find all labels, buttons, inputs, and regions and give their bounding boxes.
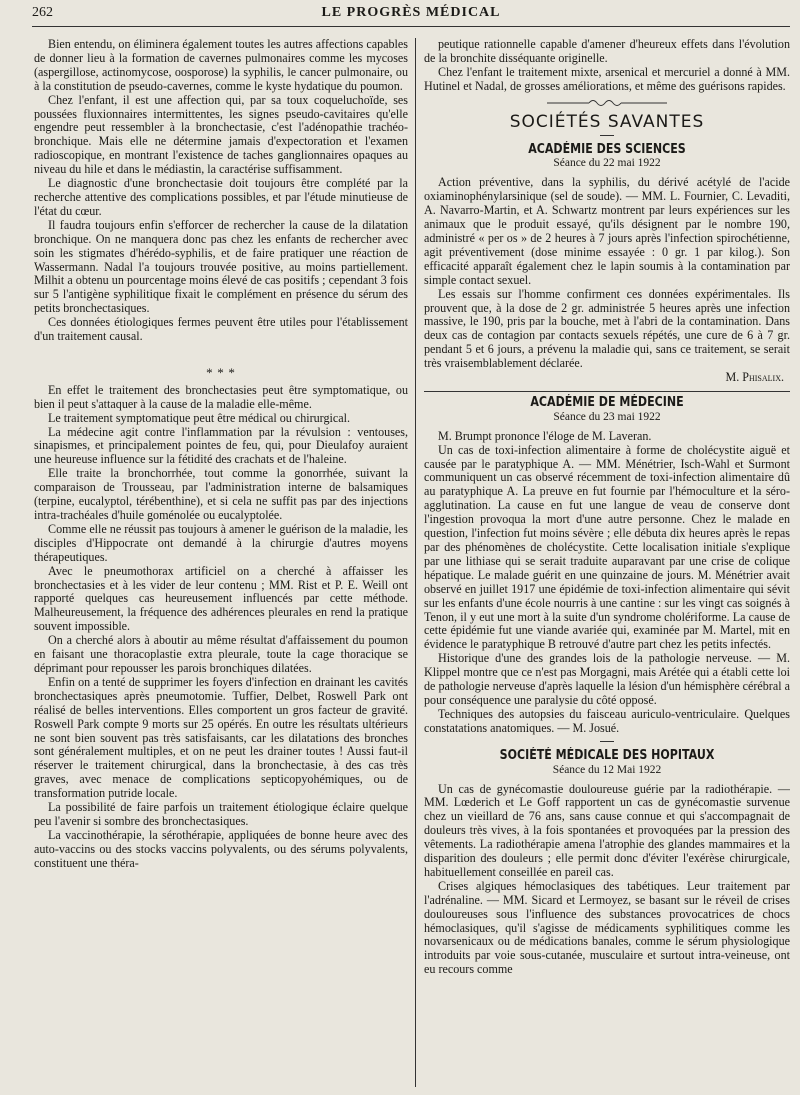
right-column [424,38,790,1089]
paragraph: peutique rationnelle capable d'amener d'heureux effets dans l'évolution de la bronchite disséquante originelle. [424,38,790,65]
section-rule [424,391,790,392]
title-dash [600,135,614,136]
decorative-divider [547,98,667,108]
paragraph: Historique d'une des grandes lois de la pathologie nerveuse. — M. Klippel montre que ce n'est pas Morgagni, mais Arétée qui a établi cette loi de pathologie nerveuse d'après laquelle la lésion d'un hémisphère cérébral a pour conséquence une paralysie du côté opposé. [424,651,790,707]
paragraph: Elle traite la bronchorrhée, tout comme la gonorrhée, suivant la comparaison de Trousseau, par l'administration interne de balsamiques (terpine, eucalyptol, térébenthine), et si cela ne suffit pas par des injections intra-trachéales d'huile goménolée ou eucalyptolée. [34,466,408,522]
paragraph: Un cas de gynécomastie douloureuse guérie par la radiothérapie. — MM. Lœderich et Le Goff rapportent un cas de gynécomastie survenue chez un vieillard de 76 ans, sans cause connue et qui s'accompagnait de douleurs très vives, à la fois spontanées et provoquées par la pression des vêtements. La radiothérapie amena l'atrophie des glandes mammaires et la disparition des douleurs ; elle permit donc d'éviter l'exérèse chirurgicale, habituellement conseillée en pareil cas. [424,781,790,879]
page-header [32,4,790,27]
sitting-date: Séance du 12 Mai 1922 [552,763,662,776]
paragraph: Le diagnostic d'une bronchectasie doit toujours être complété par la recherche attentive des complications possibles, et par l'étude minutieuse de l'état du cœur. [34,176,408,218]
paragraph: Bien entendu, on éliminera également toutes les autres affections capables de donner lieu à la formation de cavernes pulmonaires comme les mycoses (aspergillose, actinomycose, oosporose) la syphilis, le cancer pulmonaire, ou à la constitution de pseudo-cavernes, comme le kyste hydatique du poumon. [34,38,408,93]
column-rule [415,38,416,1087]
academy-sciences-title: ACADÉMIE DES SCIENCES [528,141,686,157]
journal-title: LE PROGRÈS MÉDICAL [321,5,501,20]
paragraph: Action préventive, dans la syphilis, du dérivé acétylé de l'acide oxiaminophénylarsinique (sel de soude). — MM. L. Fournier, C. Levaditi, A. Navarro-Martin, et A. Schwartz montrent par leurs expériences sur les animaux que le produit essayé, qu'ils désignent par le nombre 190, administré « per os » de 2 heures à 7 jours après l'infection spirochétienne, agit préventivement (dose minime essayée : 0 gr. 1 par kilog.). Son efficacité apparaît également chez le lapin soumis à la contamination par simple contact sexuel. [424,175,790,287]
paragraph: On a cherché alors à aboutir au même résultat d'affaissement du poumon en faisant une thoracoplastie extra pleurale, toute la cage thoracique se déprimant pour repousser les parois bronchiques dilatées. [34,633,408,675]
paragraph: La médecine agit contre l'inflammation par la révulsion : ventouses, sinapismes, et principalement pointes de feu, qui, pour Dieulafoy auraient une heureuse influence sur la fétidité des crachats et de l'haleine. [34,424,408,467]
paragraph: Chez l'enfant, il est une affection qui, par sa toux coqueluchoïde, ses poussées fluxionnaires intermittentes, les signes pseudo-cavitaires qu'elle engendre peut ressembler à la bronchectasie, c'est l'adénopathie trachéo-bronchique. Mais elle ne détermine jamais d'expectoration et l'examen radioscopique, en montrant l'existence de taches ganglionnaires opaques au niveau du hile et dans le médiastin, la caractérise suffisamment. [34,92,408,177]
paragraph: Chez l'enfant le traitement mixte, arsenical et mercuriel a donné à MM. Hutinel et Nadal, de grosses améliorations, et même des guérisons rapides. [424,64,790,93]
paragraph: Le traitement symptomatique peut être médical ou chirurgical. [48,410,351,425]
signature: M. Phisalix. [725,370,784,385]
paragraph: Les essais sur l'homme confirment ces données expérimentales. Ils prouvent que, à la dose de 2 gr. administrée 5 heures après une infection massive, le 190, pris par la bouche, met à l'abri de la contamination. Dans deux cas de contagion par contacts sexuels répétés, une cure de 6 à 7 gr. pendant 5 et 6 jours, a prévenu la maladie qui, sans ce traitement, se serait très vraisemblablement déclarée. [424,286,790,371]
sitting-date: Séance du 23 mai 1922 [553,410,661,423]
section-asterism: * * * [206,364,236,380]
hospitals-society-title: SOCIÉTÉ MÉDICALE DES HOPITAUX [499,747,715,763]
page-number: 262 [32,5,53,20]
left-column [34,38,408,1089]
paragraph: Comme elle ne réussit pas toujours à amener le guérison de la maladie, les disciples d'Hippocrate ont demandé à la chirurgie d'autres moyens thérapeutiques. [34,521,408,564]
paragraph: Avec le pneumothorax artificiel on a cherché à affaisser les bronchectasies et à les vider de leur contenu ; MM. Rist et P. E. Weill ont rapporté quelques cas heureusement influencés par cette méthode. Malheureusement, la fréquence des adhérences pleurales en rend la pratique souvent impossible. [34,563,408,634]
section-title: SOCIÉTÉS SAVANTES [509,111,705,132]
paragraph: Techniques des autopsies du faisceau auriculo-ventriculaire. Quelques constatations anatomiques. — M. Josué. [424,706,790,735]
paragraph: Crises algiques hémoclasiques des tabétiques. Leur traitement par l'adrénaline. — MM. Sicard et Lermoyez, se basant sur le réveil de crises douloureuses sous l'influence des substances provocatrices de chocs hémoclasiques, qu'il s'agisse de médicaments syphilitiques comme les novarsenicaux ou de médications banales, comme le sérum physiologique introduits par voie sous-cutanée, musculaire et surtout intra-veineuse, ont eu recours comme [424,878,790,977]
academy-medicine-title: ACADÉMIE DE MÉDECINE [530,394,684,410]
paragraph: En effet le traitement des bronchectasies peut être symptomatique, ou bien il peut s'attaquer à la cause de la maladie elle-même. [34,382,408,411]
sitting-date: Séance du 22 mai 1922 [553,157,661,170]
paragraph: Enfin on a tenté de supprimer les foyers d'infection en drainant les cavités bronchectasiques après pneumotomie. Tuffier, Delbet, Roswell Park ont réalisé de belles interventions. Elles comportent un gros facteur de gravité. Roswell Park compte 9 morts sur 25 opérés. En outre les résultats ultérieurs ne sont bien souvent pas très satisfaisants, car les dilatations des bronches sont généralement multiples, et on ne peut les drainer toutes ! Aussi faut-il réserver le traitement chirurgical, dans la bronchectasie, à des cas très graves, avec menace de complications septicopyohémiques, ou de transformation putride locale. [34,674,408,801]
title-dash [600,741,614,742]
paragraph: Ces données étiologiques fermes peuvent être utiles pour l'établissement d'un traitement causal. [34,315,408,344]
paragraph: La vaccinothérapie, la sérothérapie, appliquées de bonne heure avec des auto-vaccins ou des stocks vaccins polyvalents, ou des sérums polyvalents, constituent une théra- [34,827,408,870]
paragraph: La possibilité de faire parfois un traitement étiologique éclaire quelque peu l'avenir si sombre des bronchectasiques. [34,800,408,828]
paragraph: Il faudra toujours enfin s'efforcer de rechercher la cause de la dilatation bronchique. On ne manquera donc pas chez les enfants de rechercher avec soin les stigmates d'hérédo-syphilis, et de faire pratiquer une réaction de Wassermann. Nadal l'a toujours trouvée positive, au moins partiellement. Milhit a obtenu un pourcentage moins élevé de cas positifs ; cependant 3 fois sur 5 l'antigène syphilitique fixait le complément en présence du sérum des petits bronchectasiques. [34,217,408,316]
paragraph: Un cas de toxi-infection alimentaire à forme de cholécystite aiguë et causée par le paratyphique A. — MM. Ménétrier, Isch-Wahl et Surmont communiquent un cas observé récemment de toxi-infection alimentaire dû au paratyphique A. La preuve en fut fournie par l'hémoculture et la séro-agglutination. La cause en fut une langue de veau de conserve dont l'ingestion provoqua la mort d'une autre personne. Chez le malade en question, l'infection fut moins sévère ; elle débuta dix heures après le repas par des phénomènes de cholécystite. Cette localisation initiale s'explique par une lithiase qui se serait traduite auparavant par une crise de colique hépatique. Le malade guérit en une quinzaine de jours. M. Ménétrier avait observé en juillet 1917 une épidémie de toxi-infection alimentaire qui sévit sur les enfants d'une école nourris à une cantine : sur les vingt cas soignés à Tenon, il y eut une mort à la suite d'un syndrome cholériforme. La cause de cette épidémie fut une viande avariée qui, examinée par M. Martel, mit en évidence le paratyphique B retrouvé d'autre part chez les petits infectés. [424,442,790,652]
paragraph: M. Brumpt prononce l'éloge de M. Laveran. [438,428,652,443]
